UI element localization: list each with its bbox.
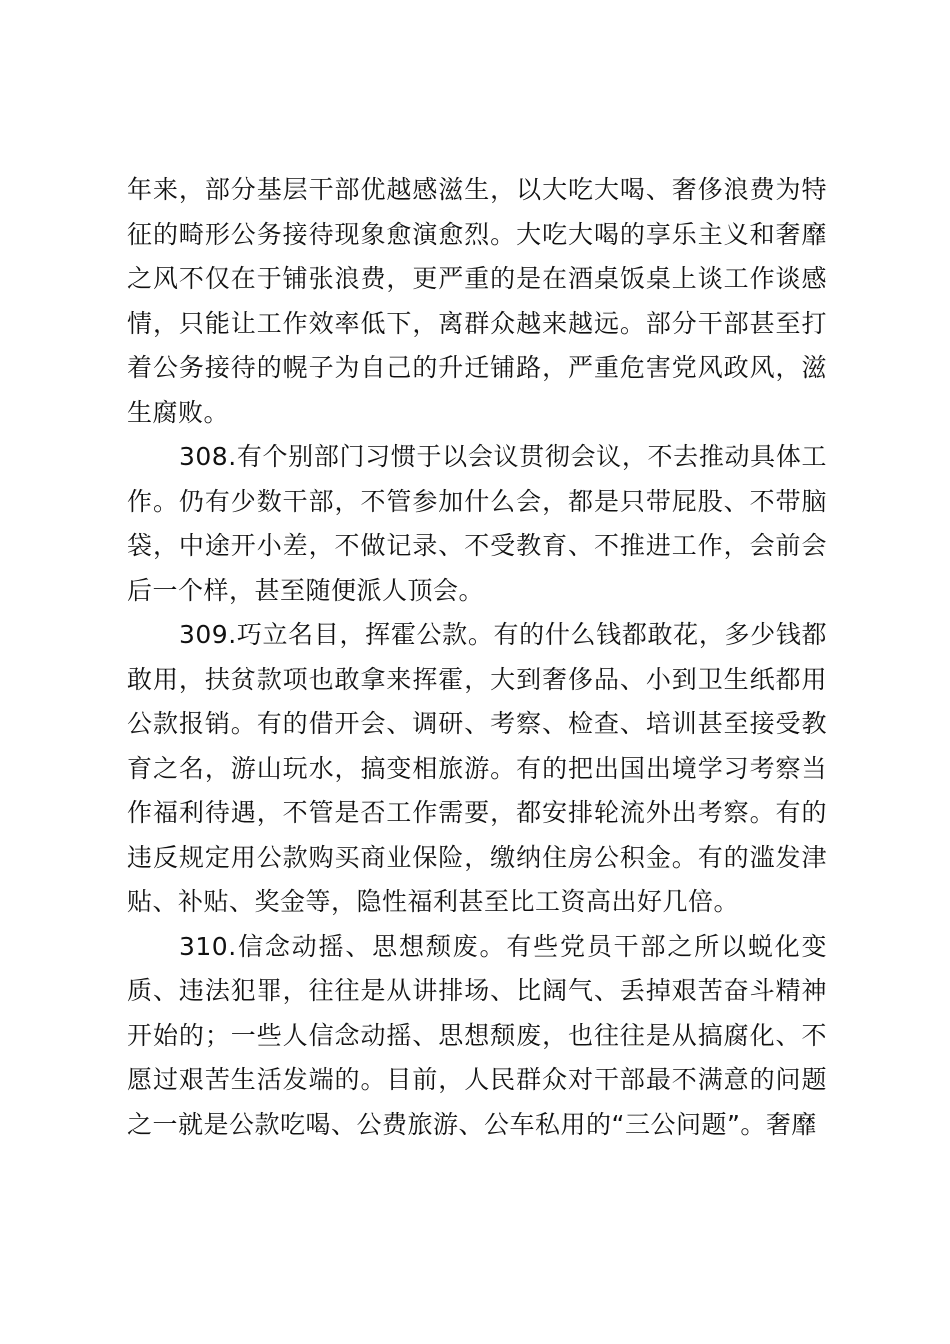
paragraph-continuation: 年来，部分基层干部优越感滋生，以大吃大喝、奢侈浪费为特征的畸形公务接待现象愈演愈烈。大吃大喝的享乐主义和奢靡之风不仅在于铺张浪费，更严重的是在酒桌饭桌上谈工作谈感情，只能让工作效率低下，离群众越来越远。部分干部甚至打着公务接待的幌子为自己的升迁铺路，严重危害党风政风，滋生腐败。 [127,175,827,427]
paragraph-308: 308.有个别部门习惯于以会议贯彻会议，不去推动具体工作。仍有少数干部，不管参加什么会，都是只带屁股、不带脑袋，中途开小差，不做记录、不受教育、不推进工作，会前会后一个样，甚至随便派人顶会。 [127,442,827,605]
paragraph-310: 310.信念动摇、思想颓废。有些党员干部之所以蜕化变质、违法犯罪，往往是从讲排场、比阔气、丢掉艰苦奋斗精神开始的；一些人信念动摇、思想颓废，也往往是从搞腐化、不愿过艰苦生活发端的。目前，人民群众对干部最不满意的问题之一就是公款吃喝、公费旅游、公车私用的“三公问题”。奢靡 [127,931,827,1139]
paragraph-309: 309.巧立名目，挥霍公款。有的什么钱都敢花，多少钱都敢用，扶贫款项也敢拿来挥霍，大到奢侈品、小到卫生纸都用公款报销。有的借开会、调研、考察、检查、培训甚至接受教育之名，游山玩水，搞变相旅游。有的把出国出境学习考察当作福利待遇，不管是否工作需要，都安排轮流外出考察。有的违反规定用公款购买商业保险，缴纳住房公积金。有的滥发津贴、补贴、奖金等，隐性福利甚至比工资高出好几倍。 [127,620,827,916]
body-text [127,168,827,1147]
